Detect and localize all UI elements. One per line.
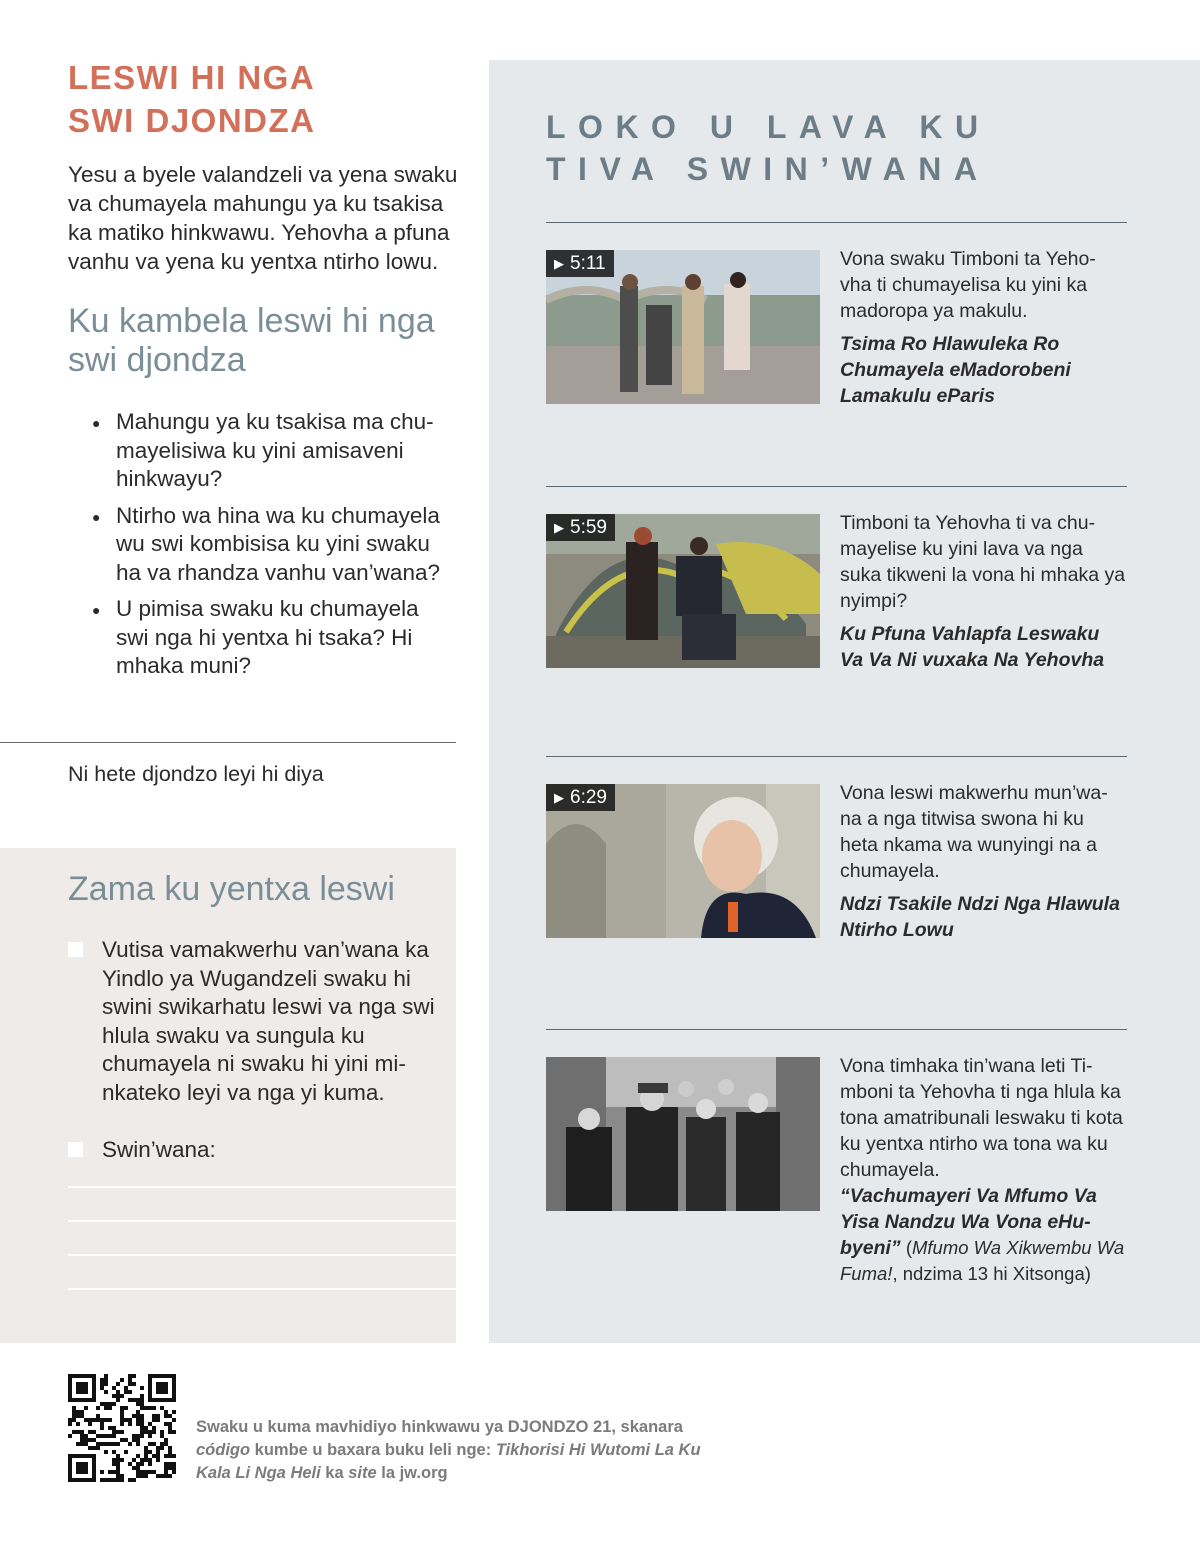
video-description-block bbox=[840, 510, 1127, 673]
video-thumbnail[interactable] bbox=[546, 250, 820, 404]
review-question: ● Mahungu ya ku tsakisa ma chu-mayelisiwa ku yini amisaveni hinkwayu? bbox=[92, 408, 452, 494]
article-source: (Mfumo Wa Xikwembu Wa Fuma!, ndzima 13 hi Xitsonga) bbox=[840, 1237, 1125, 1284]
video-thumbnail[interactable] bbox=[546, 514, 820, 668]
video-duration-badge bbox=[546, 514, 615, 541]
footer-book-title: Tikhorisi Hi Wutomi La Ku Kala Li Nga Heli bbox=[196, 1441, 701, 1482]
footer-text-part: kumbe u baxara buku leli nge: bbox=[250, 1441, 496, 1459]
footer-text-codigo: código bbox=[196, 1441, 251, 1459]
footer-text-part: la jw.org bbox=[376, 1464, 448, 1482]
article-source-chapter: , ndzima 13 hi Xitsonga) bbox=[892, 1263, 1091, 1284]
footer-text-site: site bbox=[348, 1464, 377, 1482]
section-divider bbox=[546, 1029, 1127, 1030]
task-checkbox[interactable] bbox=[68, 1142, 83, 1157]
write-line[interactable] bbox=[68, 1220, 456, 1222]
section-divider bbox=[546, 486, 1127, 487]
write-line[interactable] bbox=[68, 1288, 456, 1290]
play-icon: ▶ bbox=[554, 790, 564, 805]
qr-code[interactable] bbox=[68, 1374, 176, 1482]
video-duration: 5:11 bbox=[570, 253, 606, 274]
review-question: ● U pimisa swaku ku chumayela swi nga hi yentxa hi tsaka? Hi mhaka muni? bbox=[92, 595, 452, 681]
task-text: Swin’wana: bbox=[102, 1137, 216, 1162]
video-duration: 5:59 bbox=[570, 517, 607, 538]
video-thumbnail[interactable] bbox=[546, 784, 820, 938]
article-thumbnail[interactable] bbox=[546, 1057, 820, 1211]
try-this-title: Zama ku yentxa leswi bbox=[68, 870, 395, 908]
task-checkbox[interactable] bbox=[68, 942, 83, 957]
task-item bbox=[68, 936, 438, 1107]
task-item bbox=[68, 1136, 438, 1165]
video-title[interactable]: Ku Pfuna Vahlapfa Leswaku Va Va Ni vuxaka Na Yehovha bbox=[840, 623, 1105, 671]
video-title[interactable]: Ndzi Tsakile Ndzi Nga Hlawula Ntirho Lowu bbox=[840, 893, 1120, 941]
summary-title: LESWI HI NGA SWI DJONDZA bbox=[68, 59, 316, 139]
video-description-block bbox=[840, 246, 1127, 409]
play-icon: ▶ bbox=[554, 520, 564, 535]
review-questions bbox=[92, 408, 452, 689]
video-description: Timboni ta Yehovha ti va chu-mayelise ku yini lava va nga suka tikweni la vona hi mhaka ya nyimpi? bbox=[840, 512, 1126, 612]
section-divider bbox=[546, 756, 1127, 757]
article-description: Vona timhaka tin’wana leti Ti-mboni ta Yehovha ti nga hlula ka tona amatribunali leswaku ti kota ku yentxa ntirho wa tona wa ku chumayela. bbox=[840, 1055, 1123, 1181]
review-question: ● Ntirho wa hina wa ku chumayela wu swi kombisisa ku yini swaku ha va rhandza vanhu van’wana? bbox=[92, 502, 452, 588]
footer-text-part: Swaku u kuma mavhidiyo hinkwawu ya DJONDZO 21, skanara bbox=[196, 1418, 683, 1436]
video-duration: 6:29 bbox=[570, 787, 607, 808]
explore-title: LOKO U LAVA KU TIVA SWIN’WANA bbox=[546, 109, 991, 187]
footer-note bbox=[196, 1416, 716, 1485]
date-divider bbox=[0, 742, 456, 743]
article-source-book: Mfumo Wa Xikwembu Wa Fuma! bbox=[840, 1237, 1125, 1284]
video-title[interactable]: Tsima Ro Hlawuleka Ro Chumayela eMadorobeni Lamakulu eParis bbox=[840, 333, 1071, 407]
task-text: Vutisa vamakwerhu van’wana ka Yindlo ya Wugandzeli swaku hi swini swikarhatu leswi va nga swi hlula swaku va sungula ku chumayela ni swaku hi yini mi-nkateko leyi va nga yi kuma. bbox=[102, 937, 435, 1105]
video-description-block bbox=[840, 780, 1127, 943]
play-icon: ▶ bbox=[554, 256, 564, 271]
video-description: Vona swaku Timboni ta Yeho-vha ti chumayelisa ku yini ka madoropa ya makulu. bbox=[840, 248, 1096, 322]
footer-text-part: ka bbox=[320, 1464, 349, 1482]
review-title: Ku kambela leswi hi nga swi djondza bbox=[68, 302, 435, 379]
video-description: Vona leswi makwerhu mun’wa-na a nga titwisa swona hi ku heta nkama wa wunyingi na a chumayela. bbox=[840, 782, 1108, 882]
write-line[interactable] bbox=[68, 1186, 456, 1188]
video-duration-badge bbox=[546, 784, 615, 811]
article-title-text[interactable]: “Vachumayeri Va Mfumo Va Yisa Nandzu Wa Vona eHu-byeni” bbox=[840, 1185, 1097, 1259]
article-description-block bbox=[840, 1053, 1127, 1287]
video-duration-badge bbox=[546, 250, 614, 277]
write-line[interactable] bbox=[68, 1254, 456, 1256]
summary-text: Yesu a byele valandzeli va yena swaku va chumayela mahungu ya ku tsakisa ka matiko hinkwawu. Yehovha a pfuna vanhu va yena ku yentxa ntirho lowu. bbox=[68, 162, 458, 274]
completion-date-label: Ni hete djondzo leyi hi diya bbox=[68, 762, 324, 786]
section-divider bbox=[546, 222, 1127, 223]
